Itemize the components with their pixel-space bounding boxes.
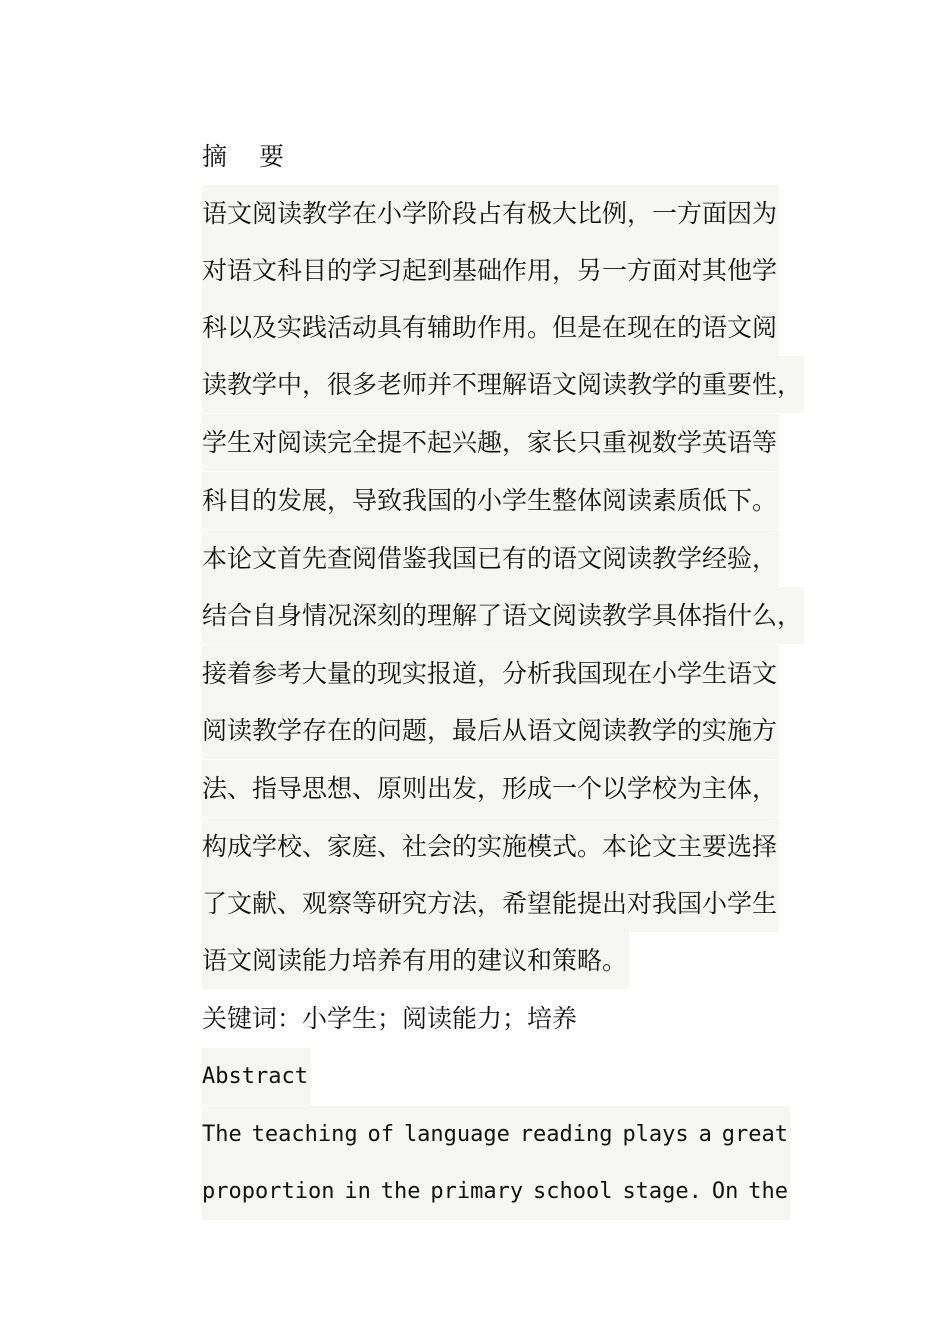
- abstract-cn-line: 接着参考大量的现实报道，分析我国现在小学生语文: [202, 645, 779, 702]
- abstract-cn-line: 结合自身情况深刻的理解了语文阅读教学具体指什么，: [202, 587, 804, 644]
- abstract-en-line: [202, 1163, 790, 1220]
- word: in: [344, 1179, 371, 1204]
- abstract-cn-line: 本论文首先查阅借鉴我国已有的语文阅读教学经验，: [202, 530, 779, 587]
- abstract-cn-line: 科目的发展，导致我国的小学生整体阅读素质低下。: [202, 472, 779, 529]
- word: stage.: [622, 1179, 702, 1204]
- word: language: [403, 1122, 510, 1147]
- abstract-cn-line: 构成学校、家庭、社会的实施模式。本论文主要选择: [202, 818, 779, 875]
- abstract-cn-line: 科以及实践活动具有辅助作用。但是在现在的语文阅: [202, 299, 779, 356]
- abstract-cn-line: 法、指导思想、原则出发，形成一个以学校为主体，: [202, 760, 779, 817]
- word: teaching: [251, 1122, 358, 1147]
- word: the: [380, 1179, 421, 1204]
- abstract-cn-line: 读教学中，很多老师并不理解语文阅读教学的重要性，: [202, 356, 804, 413]
- abstract-cn-line: 语文阅读教学在小学阶段占有极大比例，一方面因为: [202, 185, 779, 242]
- word: The: [202, 1122, 242, 1147]
- word: reading: [519, 1122, 613, 1147]
- abstract-cn-line: 语文阅读能力培养有用的建议和策略。: [202, 932, 629, 989]
- abstract-cn-heading: 摘 要: [202, 142, 296, 171]
- word: school: [533, 1179, 613, 1204]
- abstract-en-heading: Abstract: [202, 1048, 310, 1105]
- word: the: [748, 1179, 788, 1204]
- abstract-cn-line: 阅读教学存在的问题，最后从语文阅读教学的实施方: [202, 702, 779, 759]
- word: proportion: [202, 1179, 335, 1204]
- word: On: [711, 1179, 739, 1204]
- word: primary: [430, 1179, 524, 1204]
- word: plays: [622, 1122, 689, 1147]
- abstract-en-line: [202, 1106, 790, 1163]
- word: a: [698, 1122, 712, 1147]
- abstract-cn-line: 学生对阅读完全提不起兴趣，家长只重视数学英语等: [202, 414, 779, 471]
- keywords-cn: 关键词：小学生；阅读能力；培养: [202, 1004, 578, 1033]
- abstract-cn-line: 了文献、观察等研究方法，希望能提出对我国小学生: [202, 875, 779, 932]
- word: of: [367, 1122, 395, 1147]
- abstract-cn-line: 对语文科目的学习起到基础作用，另一方面对其他学: [202, 242, 779, 299]
- word: great: [721, 1122, 788, 1147]
